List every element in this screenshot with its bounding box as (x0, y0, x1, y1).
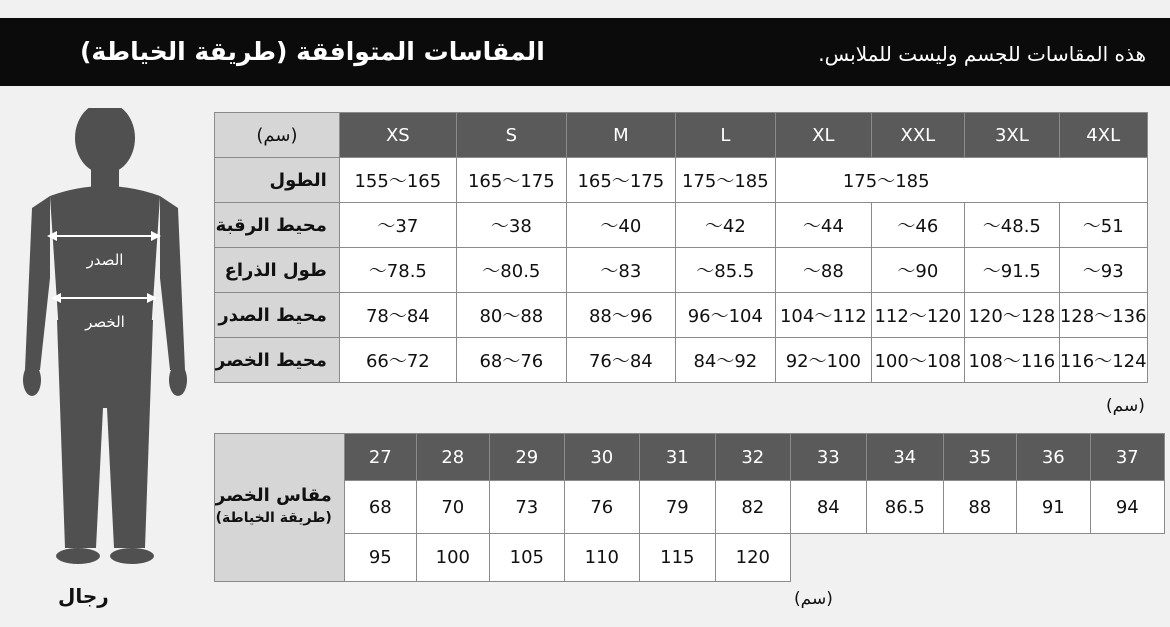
waist-size-header: 29 (489, 434, 564, 481)
header-note: هذه المقاسات للجسم وليست للملابس. (818, 42, 1146, 66)
table-cell: ～46 (871, 203, 964, 248)
table-row (215, 481, 1165, 534)
table-cell: 86.5 (866, 481, 943, 534)
table-cell: ～44 (775, 203, 871, 248)
table-row (215, 158, 1148, 203)
waist-header-row (215, 434, 1165, 481)
table-row (215, 338, 1148, 383)
table-cell: 68～76 (456, 338, 566, 383)
waist-label: الخصر (85, 313, 125, 331)
table-cell: 88～96 (566, 293, 675, 338)
table-cell: 155～165 (339, 158, 456, 203)
size-header: XL (775, 113, 871, 158)
table-cell: 88 (943, 481, 1016, 534)
table-cell: 175～185 (775, 158, 1147, 203)
table-row (215, 293, 1148, 338)
table-cell: 175～185 (675, 158, 775, 203)
table-cell: 76 (564, 481, 639, 534)
row-label: محيط الرقبة (215, 203, 340, 248)
table-cell: 68 (344, 481, 416, 534)
waist-size-header: 37 (1090, 434, 1164, 481)
waist-size-table (214, 433, 1165, 582)
size-header: L (675, 113, 775, 158)
table-cell: ～80.5 (456, 248, 566, 293)
waist-size-header: 32 (715, 434, 790, 481)
waist-size-header: 28 (416, 434, 489, 481)
table-cell: 80～88 (456, 293, 566, 338)
table-cell: 108～116 (964, 338, 1059, 383)
table-cell: 84 (790, 481, 866, 534)
row-label: محيط الصدر (215, 293, 340, 338)
table-cell: 73 (489, 481, 564, 534)
body-shape (23, 108, 187, 564)
table-cell: 165～175 (456, 158, 566, 203)
table-cell: 104～112 (775, 293, 871, 338)
table-cell: 165～175 (566, 158, 675, 203)
table-cell: 100～108 (871, 338, 964, 383)
table-cell: ～40 (566, 203, 675, 248)
male-body-silhouette (20, 108, 195, 568)
table-cell: ～37 (339, 203, 456, 248)
table-cell: 91 (1016, 481, 1090, 534)
table-cell: 70 (416, 481, 489, 534)
table-cell: 100 (416, 534, 489, 582)
size-chart-table (214, 112, 1148, 383)
waist-size-header: 34 (866, 434, 943, 481)
table-cell: 79 (639, 481, 715, 534)
size-header: M (566, 113, 675, 158)
size-header: XXL (871, 113, 964, 158)
table-cell: 120～128 (964, 293, 1059, 338)
table-cell: ～88 (775, 248, 871, 293)
table-cell: 66～72 (339, 338, 456, 383)
table-cell: 94 (1090, 481, 1164, 534)
table-cell: ～48.5 (964, 203, 1059, 248)
table-cell: ～85.5 (675, 248, 775, 293)
chest-label: الصدر (86, 251, 124, 269)
table-cell: ～42 (675, 203, 775, 248)
table-cell: ～38 (456, 203, 566, 248)
table-cell: 92～100 (775, 338, 871, 383)
table-cell: 96～104 (675, 293, 775, 338)
table-cell: 76～84 (566, 338, 675, 383)
table-cell: ～51 (1059, 203, 1147, 248)
waist-size-header: 31 (639, 434, 715, 481)
size-header: 3XL (964, 113, 1059, 158)
table-cell: ～91.5 (964, 248, 1059, 293)
table-cell: 82 (715, 481, 790, 534)
figure-caption: رجال (58, 584, 109, 608)
waist-size-header: 35 (943, 434, 1016, 481)
table-cell: 112～120 (871, 293, 964, 338)
table-cell: ～83 (566, 248, 675, 293)
waist-size-header: 36 (1016, 434, 1090, 481)
table-cell: ～78.5 (339, 248, 456, 293)
size-header: 4XL (1059, 113, 1147, 158)
unit-note: (سم) (794, 589, 833, 609)
table-cell: 115 (639, 534, 715, 582)
table-row (215, 534, 1165, 582)
size-header-row (215, 113, 1148, 158)
unit-header: (سم) (215, 113, 340, 158)
row-label: الطول (215, 158, 340, 203)
waist-label-main: مقاس الخصر (215, 485, 332, 506)
size-header: XS (339, 113, 456, 158)
waist-row-label (215, 481, 345, 534)
table-cell: 95 (344, 534, 416, 582)
table-cell: ～93 (1059, 248, 1147, 293)
table-cell: 116～124 (1059, 338, 1147, 383)
header-banner (0, 18, 1170, 86)
table-row (215, 248, 1148, 293)
waist-size-header: 33 (790, 434, 866, 481)
table-cell: 110 (564, 534, 639, 582)
waist-size-header: 30 (564, 434, 639, 481)
table-row (215, 203, 1148, 248)
waist-size-header: 27 (344, 434, 416, 481)
page-title: المقاسات المتوافقة (طريقة الخياطة) (80, 37, 545, 66)
waist-label-sub: (طريقة الخياطة) (215, 510, 332, 526)
size-header: S (456, 113, 566, 158)
table-cell: 120 (715, 534, 790, 582)
unit-note: (سم) (1106, 396, 1145, 416)
table-cell: ～90 (871, 248, 964, 293)
row-label: محيط الخصر (215, 338, 340, 383)
row-label: طول الذراع (215, 248, 340, 293)
table-cell: 78～84 (339, 293, 456, 338)
table-cell: 84～92 (675, 338, 775, 383)
table-cell: 128～136 (1059, 293, 1147, 338)
table-cell: 105 (489, 534, 564, 582)
